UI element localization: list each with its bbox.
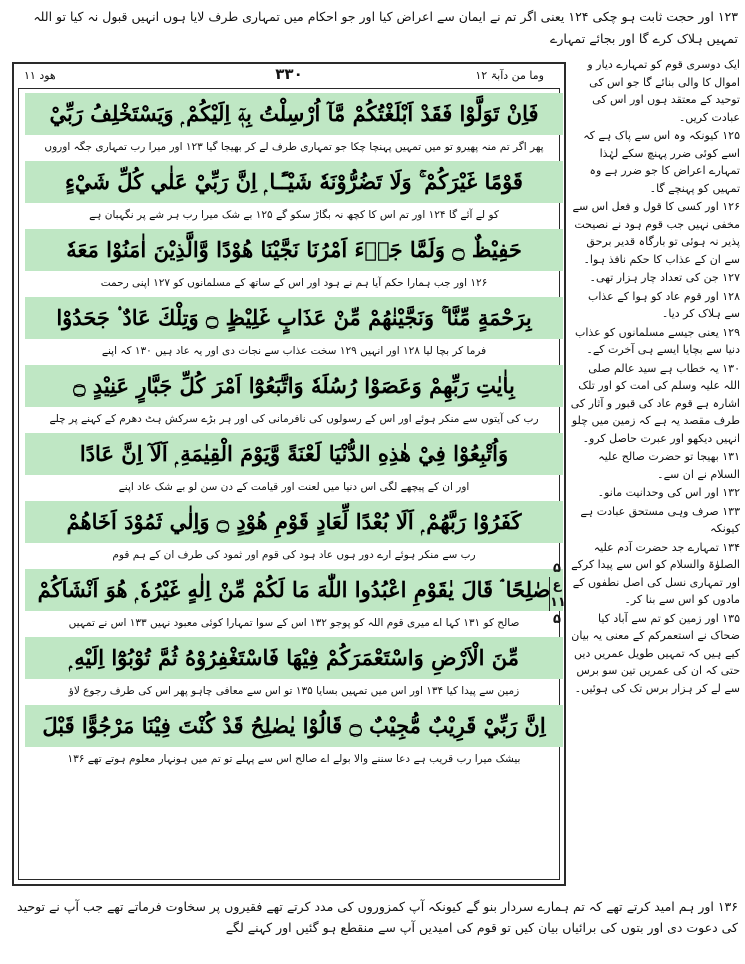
arabic-line-10: اِنَّ رَبِّيْ قَرِيْبٌ مُّجِيْبٌ ۝ قَالُوْا يٰصٰلِحُ قَدْ كُنْتَ فِيْنَا مَرْجُوًّا قَبْلَ (25, 705, 563, 747)
urdu-line-6: اور ان کے پیچھے لگی اس دنیا میں لعنت اور قیامت کے دن سن لو بے شک عاد اپنے (118, 481, 470, 493)
urdu-line-4: فرما کر بچا لیا ۱۲۸ اور انہیں ۱۲۹ سخت عذاب سے نجات دی اور یہ عاد ہیں ۱۳۰ کہ اپنے (101, 345, 487, 357)
urdu-line-2: کو لے آئے گا ۱۲۴ اور تم اس کا کچھ نہ بگاڑ سکو گے ۱۲۵ بے شک میرا رب ہر شے پر نگہبان ہے (89, 209, 499, 221)
arabic-line-2: قَوْمًا غَيْرَكُمْ ۚ وَلَا تَضُرُّوْنَهٗ شَيْـًٔـا ۭ اِنَّ رَبِّيْ عَلٰي كُلِّ شَيْءٍ (25, 161, 563, 203)
arabic-line-8: صٰلِحًا ۘ قَالَ يٰقَوْمِ اعْبُدُوا اللّٰهَ مَا لَكُمْ مِّنْ اِلٰهٍ غَيْرُهٗ ۭ هُوَ اَنْشَاَكُمْ (25, 569, 563, 611)
ruku-bottom-number: ۵ (553, 612, 561, 627)
ruku-count: ۱۱ (550, 595, 566, 610)
urdu-line-9: زمین سے پیدا کیا ۱۳۴ اور اس میں تمہیں بسایا ۱۳۵ تو اس سے معافی چاہو پھر اس کی طرف رجوع لاؤ (68, 685, 520, 697)
arabic-line-9: مِّنَ الْاَرْضِ وَاسْتَعْمَرَكُمْ فِيْهَا فَاسْتَغْفِرُوْهُ ثُمَّ تُوْبُوْٓا اِلَيْهِ ۭ (25, 637, 563, 679)
top-footnote: ۱۲۳ اور حجت ثابت ہو چکی ۱۲۴ یعنی اگر تم نے ایمان سے اعراض کیا اور جو احکام میں تمہاری طرف لایا ہوں انہیں قبول نہ کیا تو اللہ تمہیں ہلاک کرے گا اور بجائے تمہارے (33, 9, 738, 46)
side-note: ۱۳۰ یہ خطاب ہے سید عالم صلی اللہ علیہ وسلم کی امت کو اور تلک اشارہ ہے قوم عاد کی قبور و آثار کی طرف مقصد یہ ہے کہ زمین میں چلو انہیں دیکھو اور عبرت حاصل کرو۔ (570, 361, 740, 445)
arabic-line-6: وَاُتْبِعُوْا فِيْ هٰذِهِ الدُّنْيَا لَعْنَةً وَّيَوْمَ الْقِيٰمَةِ ۭ اَلَآ اِنَّ عَادًا (25, 433, 563, 475)
page-header (14, 64, 564, 88)
side-note: ۱۲۷ جن کی تعداد چار ہزار تھی۔ (589, 271, 740, 284)
urdu-line-3: ۱۲۶ اور جب ہمارا حکم آیا ہم نے ہود اور اس کے ساتھ کے مسلمانوں کو ۱۲۷ اپنی رحمت (100, 277, 488, 289)
side-note: ۱۳۲ اور اس کی وحدانیت مانو۔ (597, 486, 740, 499)
side-note: ۱۳۳ صرف وہی مستحق عبادت ہے کیونکہ (580, 504, 740, 535)
urdu-line-7: رب سے منکر ہوئے ارے دور ہوں عاد ہود کی قوم اور ثمود کی طرف ان کے ہم قوم (112, 549, 476, 561)
arabic-line-5: بِاٰيٰتِ رَبِّهِمْ وَعَصَوْا رُسُلَهٗ وَاتَّبَعُوْٓا اَمْرَ كُلِّ جَبَّارٍ عَنِيْدٍ ۝ (25, 365, 563, 407)
side-note: ۱۲۵ کیونکہ وہ اس سے پاک ہے کہ اسے کوئی ضرر پہنچ سکے لہٰذا تمہارے اعراض کا جو ضرر ہے وہ تمہیں کو پہنچے گا۔ (583, 129, 740, 195)
side-footnotes (570, 56, 740, 892)
arabic-line-3: حَفِيْظٌ ۝ وَلَمَّا جَاۗءَ اَمْرُنَا نَجَّيْنَا هُوْدًا وَّالَّذِيْنَ اٰمَنُوْا مَعَهٗ (25, 229, 563, 271)
arabic-line-4: بِرَحْمَةٍ مِّنَّا ۚ وَنَجَّيْنٰهُمْ مِّنْ عَذَابٍ غَلِيْظٍ ۝ وَتِلْكَ عَادٌ ۟ جَحَدُوْا (25, 297, 563, 339)
urdu-line-1: پھر اگر تم منہ پھیرو تو میں تمہیں پہنچا چکا جو تمہاری طرف لے کر بھیجا گیا ۱۲۳ اور میرا رب تمہاری جگہ اوروں (44, 141, 544, 153)
verses-area (18, 88, 560, 880)
side-note: ۱۳۱ بھیجا تو حضرت صالح علیہ السلام نے ان سے۔ (598, 450, 740, 481)
side-note: ۱۲۶ اور کسی کا قول و فعل اس سے مخفی نہیں جب قوم ہود نے نصیحت پذیر نہ ہوئی تو بارگاہ قدیر برحق سے ان کے عذاب کا حکم نافذ ہوا۔ (572, 200, 740, 266)
juz-label: وما من دآبۃ ۱۲ (475, 69, 544, 82)
ruku-marker (546, 560, 568, 630)
arabic-line-7: كَفَرُوْا رَبَّهُمْ ۭ اَلَا بُعْدًا لِّعَادٍ قَوْمِ هُوْدٍ ۝ وَاِلٰي ثَمُوْدَ اَخَاهُمْ (25, 501, 563, 543)
quran-page-frame (12, 62, 566, 886)
bottom-footnote: ۱۳۶ اور ہم امید کرتے تھے کہ تم ہمارے سردار بنو گے کیونکہ آپ کمزوروں کی مدد کرتے تھے فقیروں پر سخاوت فرماتے تھے جب آپ نے توحید کی دعوت دی اور بتوں کی برائیاں بیان کیں تو قوم کی امیدیں آپ سے منقطع ہو گئیں اور کہنے لگے (17, 899, 738, 935)
ruku-symbol: ع (549, 577, 565, 594)
arabic-line-1: فَاِنْ تَوَلَّوْا فَقَدْ اَبْلَغْتُكُمْ مَّآ اُرْسِلْتُ بِهٖٓ اِلَيْكُمْ ۭ وَيَسْتَخْلِفُ رَبِّيْ (25, 93, 563, 135)
page-number: ۳۳۰ (275, 65, 303, 83)
side-note: ۱۲۸ اور قوم عاد کو ہوا کے عذاب سے ہلاک کر دیا۔ (588, 289, 740, 320)
side-note: ۱۳۴ تمہارے جد حضرت آدم علیہ الصلوٰۃ والسلام کو اس سے پیدا کرکے اور تمہاری نسل کی اصل نطفوں کے مادوں کو اس سے بنا کر۔ (571, 540, 740, 606)
surah-label: ھود ۱۱ (24, 69, 56, 82)
ruku-top-number: ۵ (553, 561, 561, 576)
side-note: ایک دوسری قوم کو تمہارے دیار و اموال کا والی بنائے گا جو اس کی توحید کے معتقد ہوں اور اس کی عبادت کریں۔ (587, 58, 740, 124)
urdu-line-5: رب کی آیتوں سے منکر ہوئے اور اس کے رسولوں کی نافرمانی کی اور ہر بڑے سرکش ہٹ دھرم کے کہنے پر چلے (49, 413, 539, 425)
side-note: ۱۲۹ یعنی جیسے مسلمانوں کو عذاب دنیا سے بچایا ایسے ہی آخرت کے۔ (575, 325, 740, 356)
urdu-line-10: بیشک میرا رب قریب ہے دعا سننے والا بولے اے صالح اس سے پہلے تو تم میں ہونہار معلوم ہوتے تھے ۱۳۶ (67, 753, 521, 765)
urdu-line-8: صالح کو ۱۳۱ کہا اے میری قوم اللہ کو پوجو ۱۳۲ اس کے سوا تمہارا کوئی معبود نہیں ۱۳۳ اس نے تمہیں (68, 617, 520, 629)
side-note: ۱۳۵ اور زمین کو تم سے آباد کیا ضحاک نے استعمرکم کے معنی یہ بیان کیے ہیں کہ تمہیں طویل عمریں دیں حتی کہ ان کی عمریں تین سو برس سے لے کر ہزار برس تک کی ہوئیں۔ (571, 611, 740, 695)
